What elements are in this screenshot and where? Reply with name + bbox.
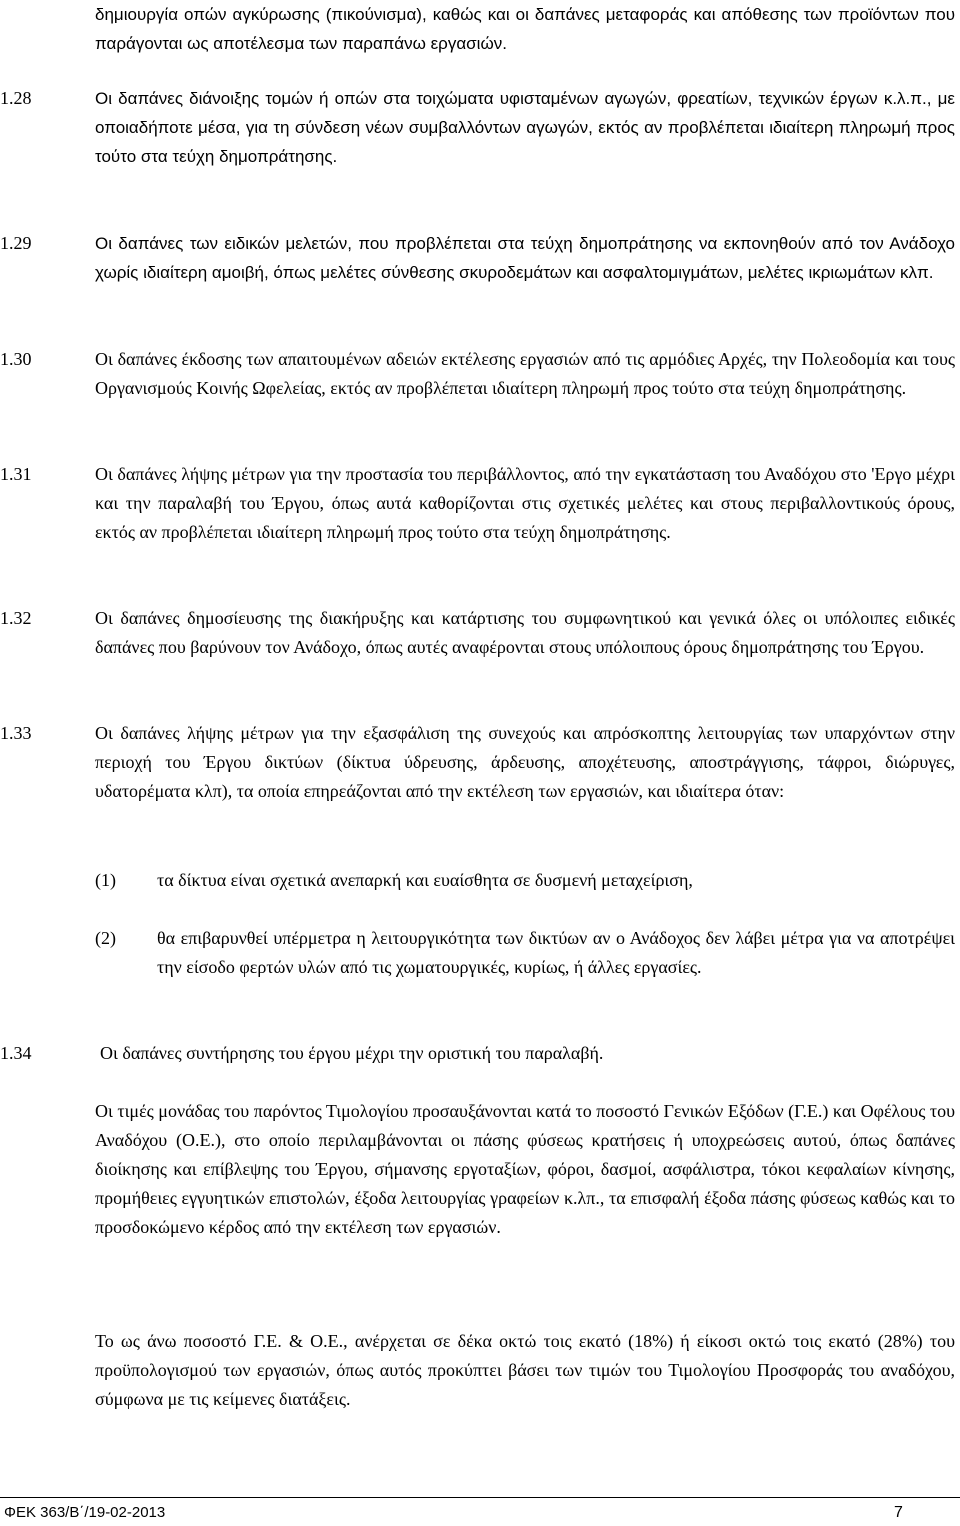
section-1-32 (0, 604, 955, 662)
section-1-33 (0, 719, 955, 806)
section-text: Οι δαπάνες έκδοσης των απαιτουμένων αδειών εκτέλεσης εργασιών από τις αρμόδιες Αρχές, την Πολεοδομία και τους Οργανισμούς Κοινής Ωφελείας, εκτός αν προβλέπεται ιδιαίτερη πληρωμή προς τούτο στα τεύχη δημοπράτησης. (95, 349, 955, 398)
page-number: 7 (894, 1504, 903, 1521)
list-marker: (1) (95, 870, 116, 890)
section-number: 1.32 (0, 608, 32, 628)
section-1-28 (0, 84, 955, 171)
section-number: 1.30 (0, 349, 32, 369)
section-1-31 (0, 460, 955, 547)
section-number: 1.33 (0, 723, 32, 743)
section-text: Οι δαπάνες λήψης μέτρων για την εξασφάλιση της συνεχούς και απρόσκοπτης λειτουργίας των υπαρχόντων στην περιοχή του Έργου δικτύων (δίκτυα ύδρευσης, άρδευσης, αποχέτευσης, αποστράγγισης, τάφροι, διώρυγες, υδατορέματα κλπ), τα οποία επηρεάζονται από την εκτέλεση των εργασιών, και ιδιαίτερα όταν: (95, 723, 955, 801)
list-item-text: θα επιβαρυνθεί υπέρμετρα η λειτουργικότητα των δικτύων αν ο Ανάδοχος δεν λάβει μέτρα για να αποτρέψει την είσοδο φερτών υλών από τις χωματουργικές, κυρίως, ή άλλες εργασίες. (157, 928, 955, 977)
footer-reference: ΦΕΚ 363/Β΄/19-02-2013 (4, 1504, 166, 1521)
footer-divider (0, 1497, 960, 1498)
continuation-paragraph: δημιουργία οπών αγκύρωσης (πικούνισμα), καθώς και οι δαπάνες μεταφοράς και απόθεσης των προϊόντων που παράγονται ως αποτέλεσμα των παραπάνω εργασιών. (95, 5, 955, 53)
section-1-29 (0, 229, 955, 287)
section-text: Οι δαπάνες δημοσίευσης της διακήρυξης και κατάρτισης του συμφωνητικού και γενικά όλες οι υπόλοιπες ειδικές δαπάνες που βαρύνουν τον Ανάδοχο, όπως αυτές αναφέρονται στους υπόλοιπους όρους δημοπράτησης του Έργου. (95, 608, 955, 657)
section-number: 1.31 (0, 464, 32, 484)
section-text: Οι δαπάνες διάνοιξης τομών ή οπών στα τοιχώματα υφισταμένων αγωγών, φρεατίων, τεχνικών έργων κ.λ.π., με οποιαδήποτε μέσα, για τη σύνδεση νέων συμβαλλόντων αγωγών, εκτός αν προβλέπεται ιδιαίτερη πληρωμή προς τούτο στα τεύχη δημοπράτησης. (95, 89, 955, 166)
section-number: 1.34 (0, 1043, 32, 1063)
section-text: Οι δαπάνες των ειδικών μελετών, που προβλέπεται στα τεύχη δημοπράτησης να εκπονηθούν από τον Ανάδοχο χωρίς ιδιαίτερη αμοιβή, όπως μελέτες σύνθεσης σκυροδεμάτων και ασφαλτομιγμάτων, μελέτες ικριωμάτων κλπ. (95, 234, 955, 282)
closing-paragraph-1: Οι τιμές μονάδας του παρόντος Τιμολογίου προσαυξάνονται κατά το ποσοστό Γενικών Εξόδων (Γ.Ε.) και Οφέλους του Αναδόχου (Ο.Ε.), στο οποίο περιλαμβάνονται οι πάσης φύσεως κρατήσεις ή υποχρεώσεις αυτού, όπως δαπάνες διοίκησης και επίβλεψης του Έργου, σήμανσης εργοταξίων, φόροι, δασμοί, ασφάλιστρα, τόκοι κεφαλαίων κίνησης, προμήθειες εγγυητικών επιστολών, έξοδα λειτουργίας γραφείων κ.λπ., τα επισφαλή έξοδα πάσης φύσεως καθώς και το προσδοκώμενο κέρδος από την εκτέλεση των εργασιών. (95, 1101, 955, 1237)
list-marker: (2) (95, 928, 116, 948)
section-number: 1.28 (0, 88, 32, 108)
section-1-30 (0, 345, 955, 403)
closing-paragraph-2: Το ως άνω ποσοστό Γ.Ε. & Ο.Ε., ανέρχεται σε δέκα οκτώ τοις εκατό (18%) ή είκοσι οκτώ τοις εκατό (28%) του προϋπολογισμού των εργασιών, όπως αυτός προκύπτει βάσει των τιμών του Τιμολογίου Προσφοράς του αναδόχου, σύμφωνα με τις κείμενες διατάξεις. (95, 1331, 955, 1409)
list-item-1 (95, 866, 955, 895)
list-item-2 (95, 924, 955, 982)
section-1-34 (0, 1039, 955, 1068)
section-number: 1.29 (0, 233, 32, 253)
list-item-text: τα δίκτυα είναι σχετικά ανεπαρκή και ευαίσθητα σε δυσμενή μεταχείριση, (157, 870, 693, 890)
section-text: Οι δαπάνες συντήρησης του έργου μέχρι την οριστική του παραλαβή. (100, 1043, 604, 1063)
section-text: Οι δαπάνες λήψης μέτρων για την προστασία του περιβάλλοντος, από την εγκατάσταση του Αναδόχου στο 'Εργο μέχρι και την παραλαβή του Έργου, όπως αυτά καθορίζονται στις σχετικές μελέτες και στους περιβαλλοντικούς όρους, εκτός αν προβλέπεται ιδιαίτερη πληρωμή προς τούτο στα τεύχη δημοπράτησης. (95, 464, 955, 542)
